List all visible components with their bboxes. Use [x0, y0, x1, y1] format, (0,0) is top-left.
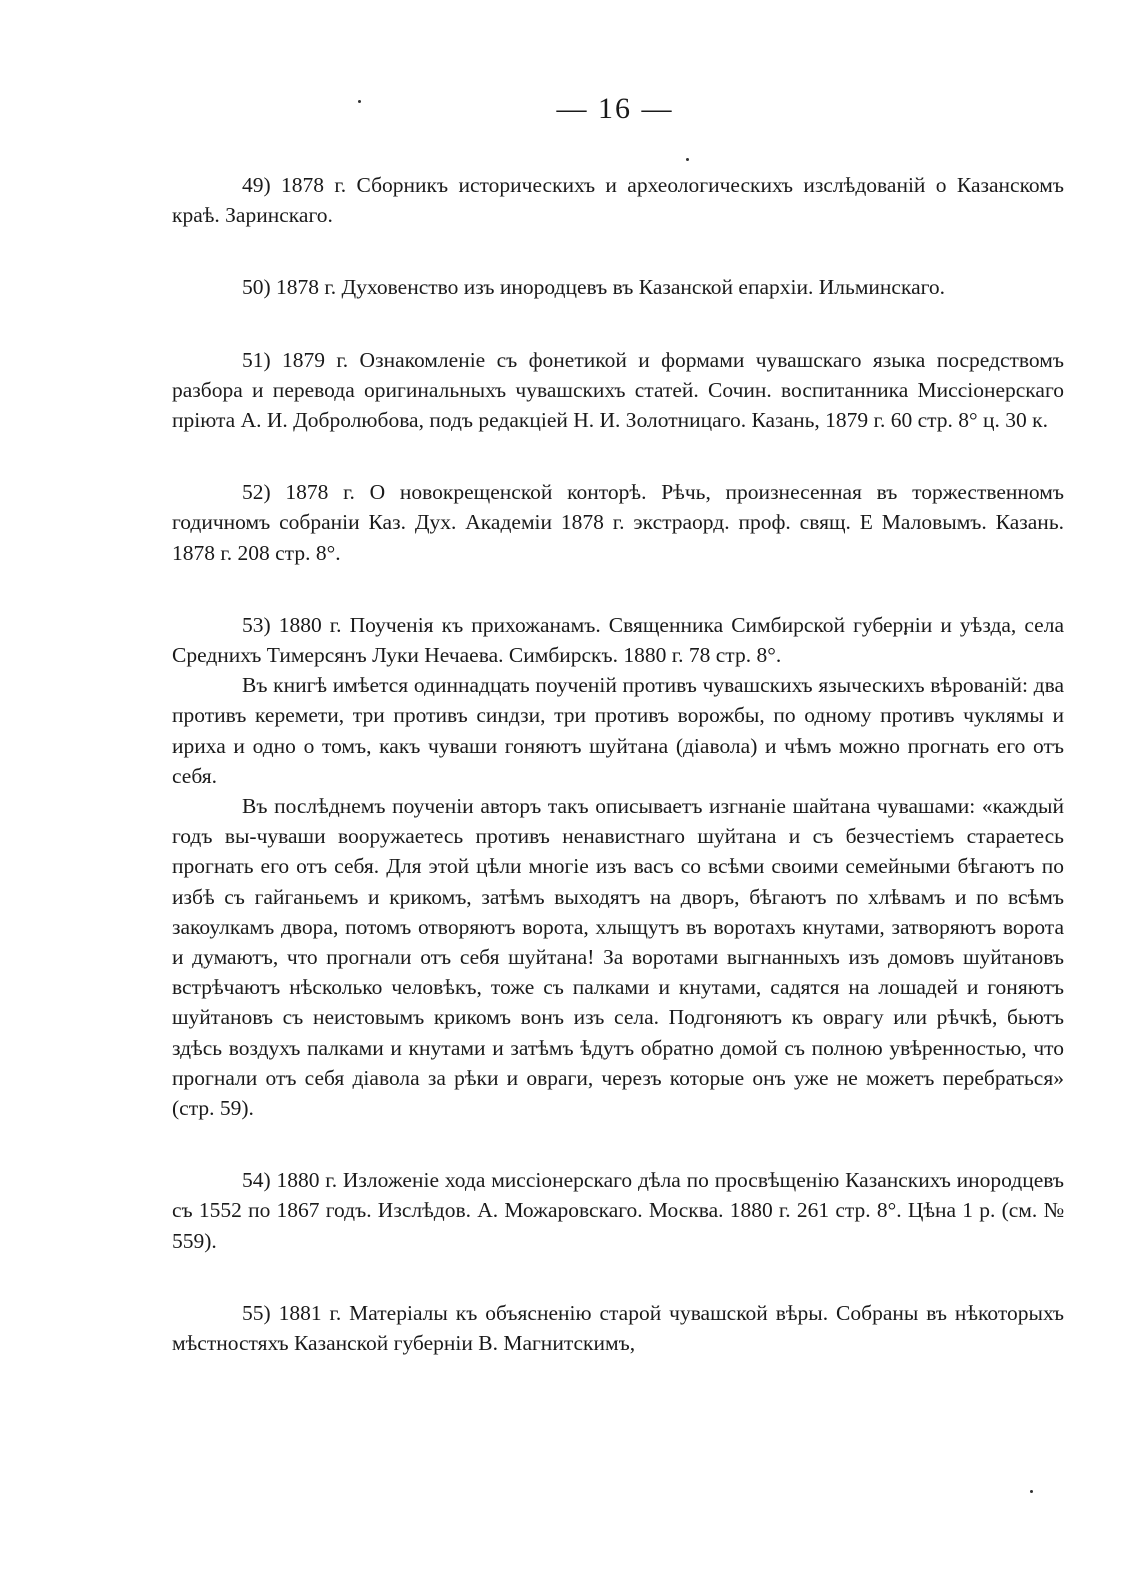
- entry-text: 52) 1878 г. О новокрещенской конторѣ. Рѣчь, произнесенная въ торжественномъ годичномъ собраніи Каз. Дух. Академіи 1878 г. экстраорд. проф. свящ. Е Маловымъ. Казань. 1878 г. 208 стр. 8°.: [172, 480, 1064, 565]
- entry-50: [172, 272, 1064, 302]
- bibliography-list: [172, 170, 1064, 1358]
- entry-text: 53) 1880 г. Поученія къ прихожанамъ. Священника Симбирской губерніи и уѣзда, села Среднихъ Тимерсянъ Луки Нечаева. Симбирскъ. 1880 г. 78 стр. 8°.: [172, 612, 1064, 668]
- speck-mark: [1030, 1490, 1033, 1493]
- entry-text: 55) 1881 г. Матеріалы къ объясненію старой чувашской вѣры. Собраны въ нѣкоторыхъ мѣстностяхъ Казанской губерніи В. Магнитскимъ,: [172, 1300, 1064, 1356]
- page-number: — 16 —: [556, 92, 674, 125]
- entry-53: [172, 610, 1064, 1123]
- entry-text: 49) 1878 г. Сборникъ историческихъ и археологическихъ изслѣдованій о Казанскомъ краѣ. Заринскаго.: [172, 173, 1064, 228]
- entry-54: [172, 1165, 1064, 1256]
- entry-paragraph: Въ книгѣ имѣется одиннадцать поученій противъ чувашскихъ языческихъ вѣрованій: два противъ керемети, три противъ синдзи, три противъ ворожбы, по одному противъ чуклямы и ириха и одно о томъ, какъ чуваши гоняютъ шуйтана (діавола) и чѣмъ можно прогнать его отъ себя.: [172, 673, 1064, 788]
- entry-paragraph: Въ послѣднемъ поученіи авторъ такъ описываетъ изгнаніе шайтана чувашами: «каждый годъ вы-чуваши вооружаетесь противъ ненавистнаго шуйтана и съ безчестіемъ стараетесь прогнать его отъ себя. Для этой цѣли многіе изъ васъ со всѣми своими семейными бѣгаютъ по избѣ съ гайганьемъ и крикомъ, затѣмъ выходятъ на дворъ, бѣгаютъ по хлѣвамъ и по всѣмъ закоулкамъ двора, потомъ отворяютъ ворота, хлыщутъ въ воротахъ кнутами, затворяютъ ворота и думаютъ, что прогнали отъ себя шуйтана! За воротами выгнанныхъ изъ домовъ шуйтановъ встрѣчаютъ нѣсколько человѣкъ, тоже съ палками и кнутами, садятся на лошадей и гоняютъ шуйтановъ съ неистовымъ крикомъ вонъ изъ села. Подгоняютъ къ оврагу или рѣчкѣ, бьютъ здѣсь воздухъ палками и кнутами и затѣмъ ѣдутъ обратно домой съ полною увѣренностью, что прогнали отъ себя діавола за рѣки и овраги, черезъ которые онъ уже не можетъ перебраться» (стр. 59).: [172, 794, 1064, 1121]
- entry-52: [172, 477, 1064, 568]
- entry-51: [172, 345, 1064, 436]
- entry-text: 51) 1879 г. Ознакомленіе съ фонетикой и формами чувашскаго языка посредствомъ разбора и перевода оригинальныхъ чувашскихъ статей. Сочин. воспитанника Миссіонерскаго пріюта А. И. Добролюбова, подъ редакціей Н. И. Золотницаго. Казань, 1879 г. 60 стр. 8° ц. 30 к.: [172, 347, 1064, 433]
- entry-55: [172, 1298, 1064, 1358]
- speck-mark: [686, 158, 689, 161]
- entry-49: [172, 170, 1064, 230]
- entry-text: 50) 1878 г. Духовенство изъ инородцевъ въ Казанской епархіи. Ильминскаго.: [242, 275, 946, 300]
- entry-text: 54) 1880 г. Изложеніе хода миссіонерскаго дѣла по просвѣщенію Казанскихъ инородцевъ съ 1552 по 1867 годъ. Изслѣдов. А. Можаровскаго. Москва. 1880 г. 261 стр. 8°. Цѣна 1 р. (см. № 559).: [172, 1168, 1064, 1253]
